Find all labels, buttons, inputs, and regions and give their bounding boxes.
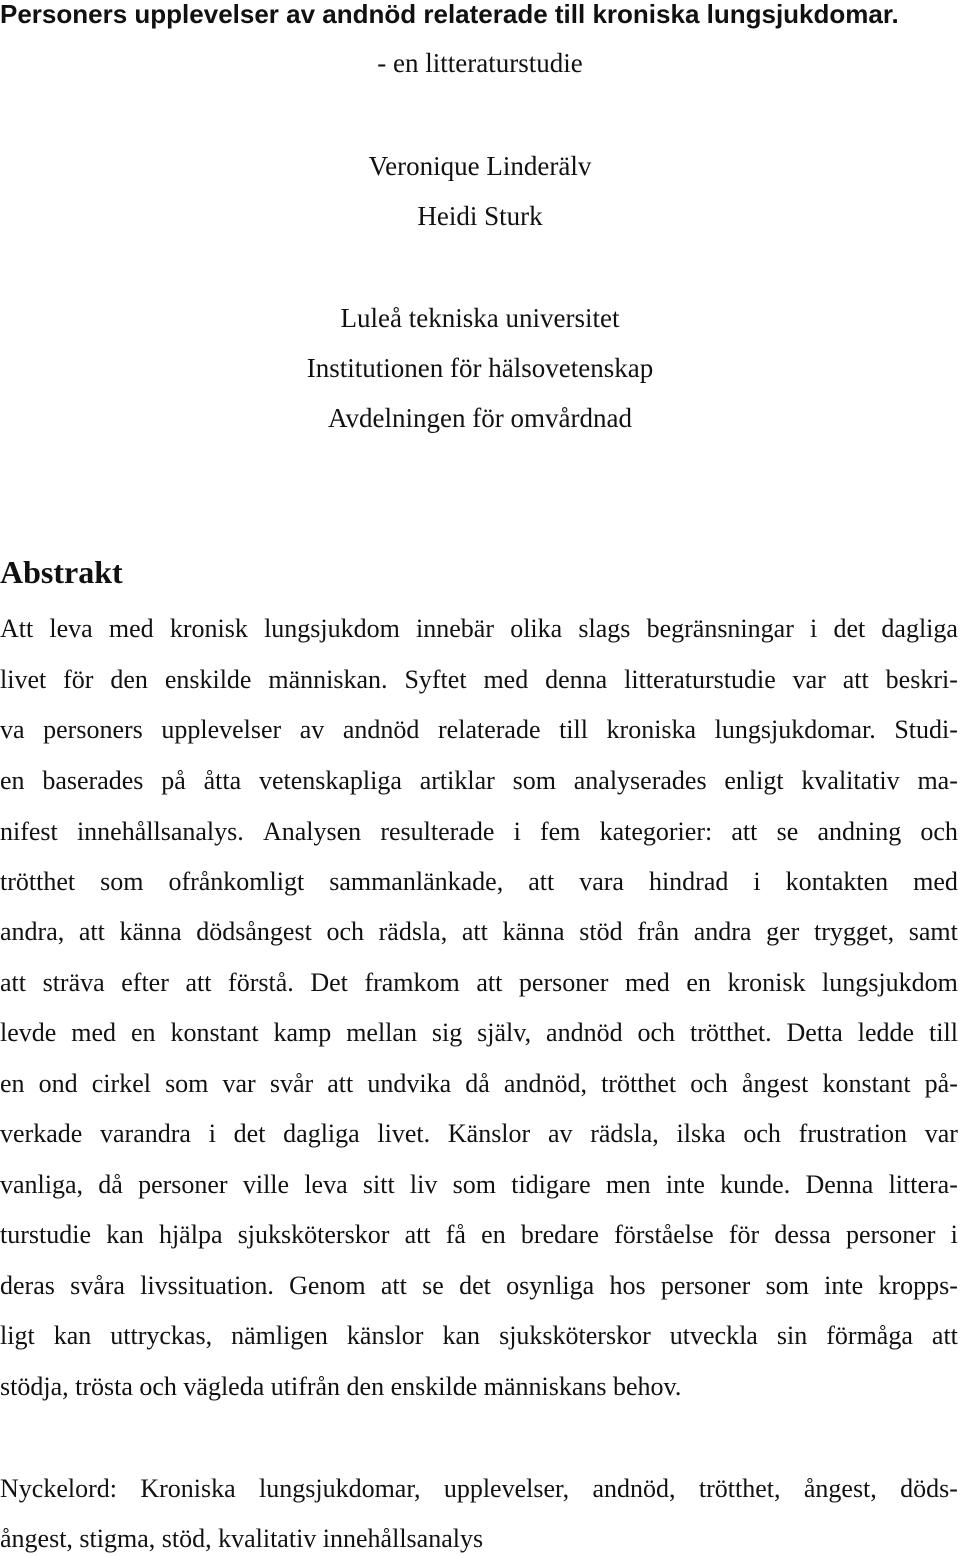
abstract-line: en baserades på åtta vetenskapliga artiklar som analyserades enligt kvalitativ ma- [0, 766, 958, 795]
abstract-line: livet för den enskilde människan. Syftet med denna litteraturstudie var att beskri- [0, 665, 958, 694]
affiliation-line: Avdelningen för omvårdnad [328, 403, 632, 433]
abstract-line: nifest innehållsanalys. Analysen resulterade i fem kategorier: att se andning och [0, 817, 958, 846]
abstract-line: att sträva efter att förstå. Det framkom att personer med en kronisk lungsjukdom [0, 968, 958, 997]
abstract-line: vanliga, då personer ville leva sitt liv som tidigare men inte kunde. Denna littera- [0, 1170, 958, 1199]
abstract-line: turstudie kan hjälpa sjuksköterskor att få en bredare förståelse för dessa personer i [0, 1220, 958, 1249]
abstract-line: andra, att känna dödsångest och rädsla, att känna stöd från andra ger trygget, samt [0, 917, 958, 946]
abstract-line: verkade varandra i det dagliga livet. Känslor av rädsla, ilska och frustration var [0, 1119, 958, 1148]
abstract-line: deras svåra livssituation. Genom att se det osynliga hos personer som inte kropps- [0, 1271, 958, 1300]
document-subtitle: - en litteraturstudie [377, 48, 583, 78]
abstract-line: Att leva med kronisk lungsjukdom innebär olika slags begränsningar i det dagliga [0, 614, 958, 643]
affiliation-line: Institutionen för hälsovetenskap [306, 353, 654, 383]
abstract-line: en ond cirkel som var svår att undvika då andnöd, trötthet och ångest konstant på- [0, 1069, 958, 1098]
abstract-line: ligt kan uttryckas, nämligen känslor kan sjuksköterskor utveckla sin förmåga att [0, 1321, 958, 1350]
abstract-line: stödja, trösta och vägleda utifrån den enskilde människans behov. [0, 1372, 682, 1401]
keywords-line: Nyckelord: Kroniska lungsjukdomar, upplevelser, andnöd, trötthet, ångest, döds- [0, 1474, 958, 1503]
author-name: Veronique Linderälv [368, 151, 592, 181]
author-name: Heidi Sturk [417, 201, 543, 231]
document-title: Personers upplevelser av andnöd relaterade till kroniska lungsjukdomar. [0, 0, 899, 29]
abstract-line: levde med en konstant kamp mellan sig själv, andnöd och trötthet. Detta ledde till [0, 1018, 958, 1047]
affiliation-line: Luleå tekniska universitet [340, 303, 620, 333]
abstract-heading: Abstrakt [0, 554, 123, 590]
keywords-line: ångest, stigma, stöd, kvalitativ innehållsanalys [0, 1524, 484, 1553]
abstract-line: trötthet som ofrånkomligt sammanlänkade, att vara hindrad i kontakten med [0, 867, 958, 896]
abstract-line: va personers upplevelser av andnöd relaterade till kroniska lungsjukdomar. Studi- [0, 715, 958, 744]
